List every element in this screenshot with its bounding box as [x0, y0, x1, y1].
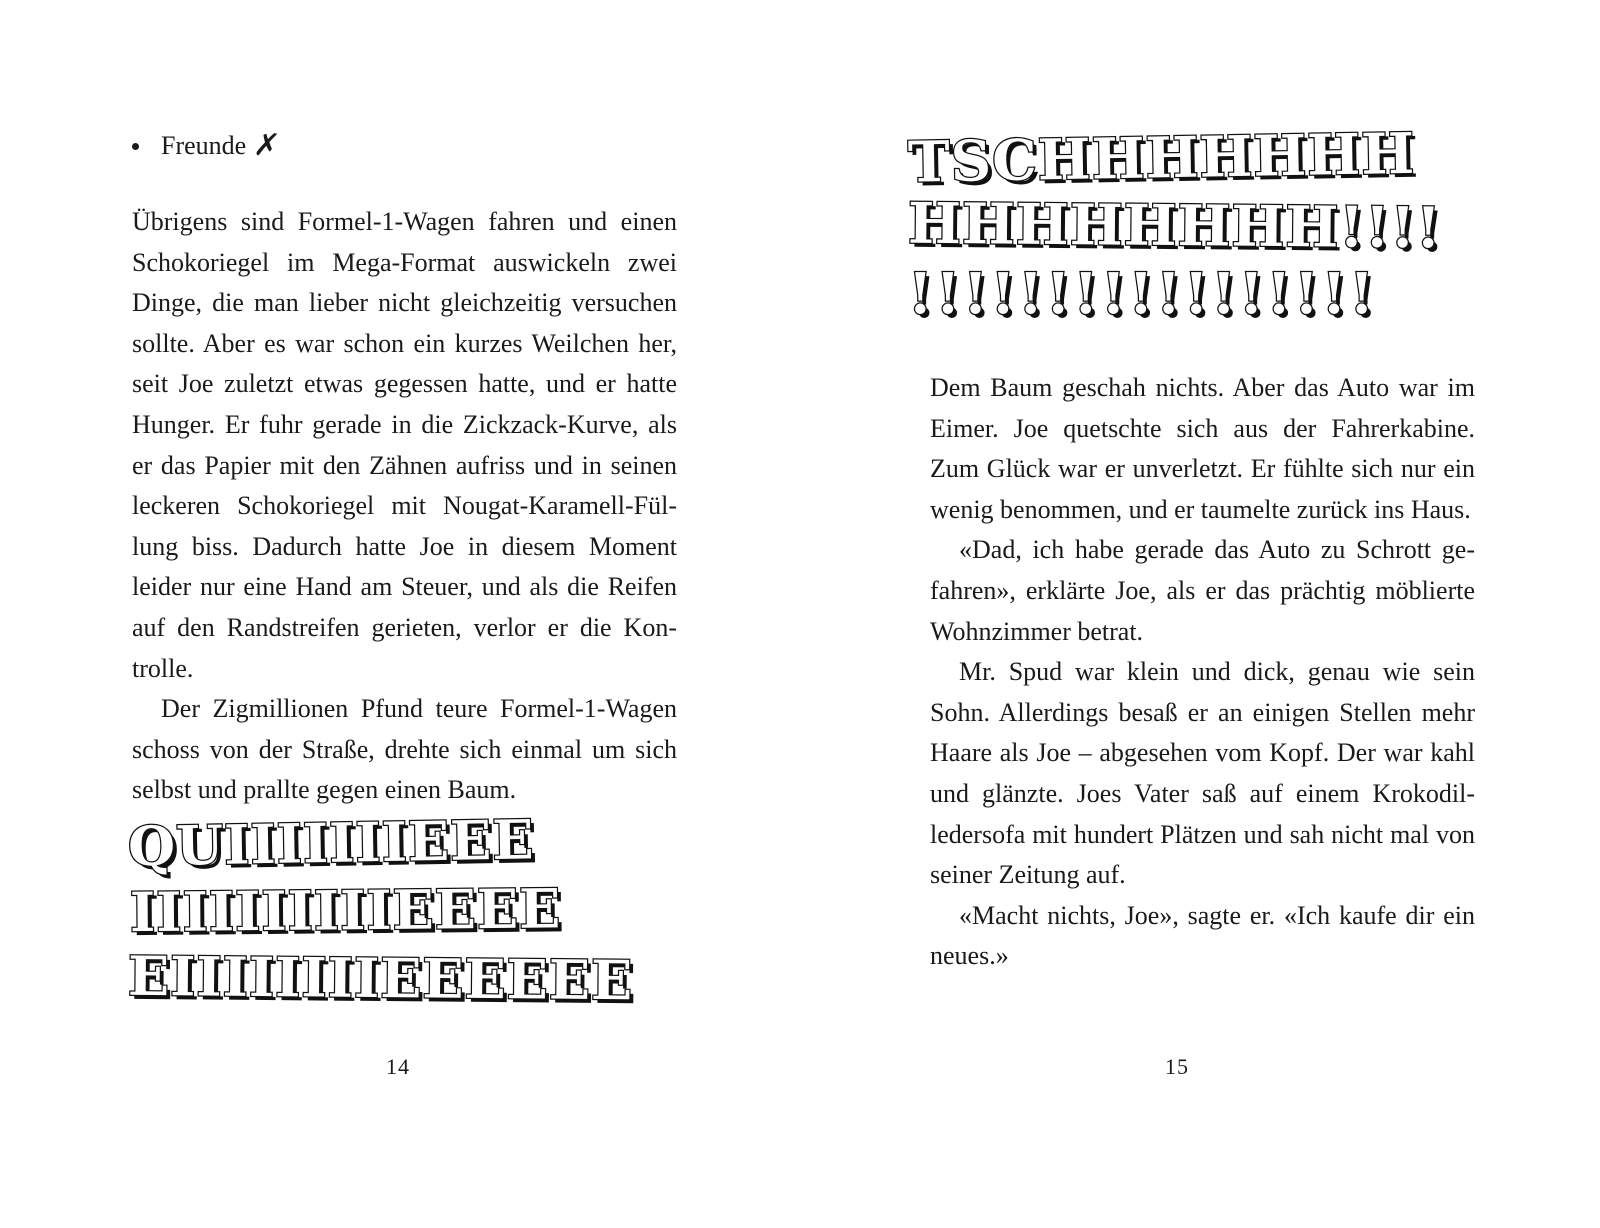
left-body-text — [132, 202, 677, 811]
sound-effect-line: QUIIIIIIIEEE — [127, 807, 535, 879]
right-body-text — [930, 368, 1475, 977]
paragraph: Der Zigmillionen Pfund teure Formel-1-Wagen schoss von der Straße, drehte sich einmal um sich selbst und prallte gegen einen Baum. — [132, 694, 677, 805]
page-number: 14 — [386, 1054, 410, 1079]
paragraph: «Macht nichts, Joe», sagte er. «Ich kaufe dir ein neues.» — [930, 900, 1475, 971]
sound-effect-line: EIIIIIIIIEEEEEE — [127, 943, 634, 1013]
paragraph: Übrigens sind Formel-1-Wagen fahren und einen Schokoriegel im Mega-Format auswickeln zwei Dinge, die man lieber nicht gleichzeitig versuchen sollte. Aber es war schon ein kurzes Weilchen her, seit Joe zuletzt etwas gegessen hatte, und er hatte Hunger. Er fuhr gerade in die Zickzack-Kurve, als er das Papier mit den Zähnen aufriss und in seinen leckeren Schokoriegel mit Nougat-Karamell-Füllung biss. Dadurch hatte Joe in diesem Moment leider nur eine Hand am Steuer, und als die Reifen auf den Randstreifen gerieten, verlor er die Kontrolle. — [132, 207, 677, 683]
paragraph: «Dad, ich habe gerade das Auto zu Schrott gefahren», erklärte Joe, als er das prächtig möblierte Wohnzimmer betrat. — [930, 535, 1475, 646]
page-number: 15 — [1165, 1054, 1189, 1079]
sound-effect-line: !!!!!!!!!!!!!!!!! — [908, 261, 1377, 327]
right-page — [800, 0, 1600, 1228]
sound-effect-line: IIIIIIIIIIEEEE — [129, 876, 562, 945]
cross-icon: ✗ — [251, 128, 282, 163]
bullet-item-freunde — [132, 126, 282, 166]
sound-effect-line: HHHHHHHH!!!! — [907, 190, 1442, 262]
paragraph: Dem Baum geschah nichts. Aber das Auto war im Eimer. Joe quetschte sich aus der Fahrerkabine. Zum Glück war er unverletzt. Er fühlte sich nur ein wenig benommen, und er taumelte zurück ins Haus. — [930, 373, 1475, 524]
sound-effect-line: TSCHHHHHHH — [907, 120, 1416, 196]
paragraph: Mr. Spud war klein und dick, genau wie sein Sohn. Allerdings besaß er an einigen Stellen mehr Haare als Joe – abgesehen vom Kopf. Der war kahl und glänzte. Joes Vater saß auf einem Krokodilledersofa mit hundert Plätzen und sah nicht mal von seiner Zeitung auf. — [930, 657, 1475, 890]
sound-effect-tschhh — [907, 120, 1442, 328]
bullet-label: Freunde — [161, 131, 247, 160]
bullet-dot-icon — [132, 143, 139, 150]
sound-effect-quiiieee — [128, 808, 633, 1012]
